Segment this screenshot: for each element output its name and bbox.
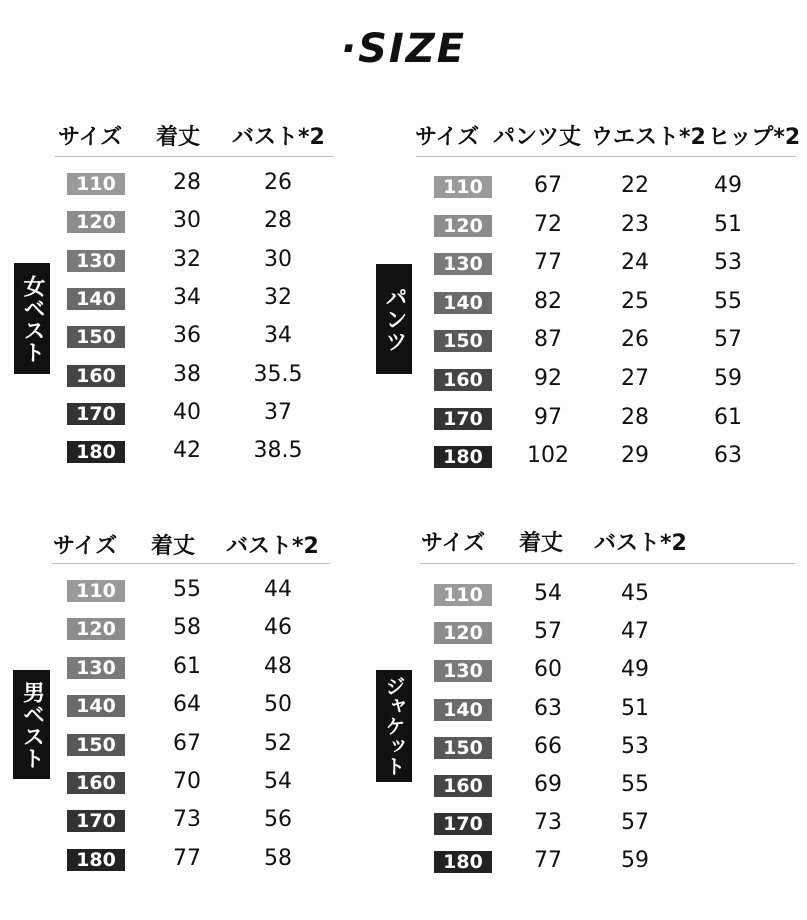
size-badge-170: 170 (67, 810, 125, 832)
value-cell: 67 (173, 730, 201, 756)
size-badge-140: 140 (434, 699, 492, 721)
value-cell: 55 (714, 288, 742, 314)
header-bust: バスト*2 (594, 531, 687, 556)
value-cell: 87 (534, 327, 562, 353)
value-cell: 38.5 (253, 438, 303, 464)
value-cell: 38 (173, 361, 201, 387)
value-cell: 102 (527, 443, 569, 469)
value-cell: 63 (534, 695, 562, 721)
header-length: 着丈 (156, 125, 201, 150)
value-cell: 56 (264, 807, 292, 833)
value-cell: 77 (534, 250, 562, 276)
header-size: サイズ (58, 125, 123, 150)
value-cell: 27 (621, 366, 649, 391)
value-cell: 34 (173, 284, 201, 310)
value-cell: 51 (621, 695, 649, 721)
size-badge-170: 170 (434, 408, 492, 430)
size-badge-120: 120 (67, 618, 125, 640)
value-cell: 42 (173, 438, 201, 464)
value-cell: 25 (621, 288, 649, 314)
header-hip: ヒップ*2 (708, 125, 801, 150)
size-badge-160: 160 (434, 369, 492, 391)
size-badge-150: 150 (67, 734, 125, 756)
size-badge-150: 150 (434, 737, 492, 759)
value-cell: 40 (173, 399, 201, 425)
header-waist: ウエスト*2 (591, 125, 706, 150)
value-cell: 34 (264, 323, 292, 349)
value-cell: 28 (173, 170, 201, 195)
value-cell: 53 (714, 250, 742, 276)
value-cell: 51 (714, 211, 742, 237)
value-cell: 54 (534, 581, 562, 606)
size-badge-180: 180 (67, 849, 125, 871)
value-cell: 64 (173, 692, 201, 718)
size-badge-110: 110 (434, 584, 492, 606)
header-divider (52, 563, 330, 564)
value-cell: 50 (264, 692, 292, 718)
size-badge-110: 110 (434, 176, 492, 198)
value-cell: 63 (714, 443, 742, 469)
value-cell: 45 (621, 581, 649, 606)
header-divider (420, 563, 795, 564)
size-badge-130: 130 (67, 657, 125, 679)
value-cell: 52 (264, 730, 292, 756)
value-cell: 72 (534, 211, 562, 237)
value-cell: 28 (621, 404, 649, 430)
value-cell: 61 (714, 404, 742, 430)
value-cell: 70 (173, 769, 201, 794)
size-badge-170: 170 (67, 403, 125, 425)
size-badge-170: 170 (434, 813, 492, 835)
value-cell: 57 (534, 619, 562, 645)
header-divider (416, 156, 796, 157)
value-cell: 35.5 (253, 361, 303, 387)
value-cell: 73 (534, 810, 562, 836)
header-size: サイズ (53, 534, 118, 559)
value-cell: 58 (173, 615, 201, 641)
header-bust: バスト*2 (226, 534, 319, 559)
size-badge-160: 160 (67, 365, 125, 387)
header-length: 着丈 (151, 534, 196, 559)
header-divider (55, 156, 333, 157)
value-cell: 60 (534, 657, 562, 683)
value-cell: 24 (621, 250, 649, 276)
value-cell: 44 (264, 577, 292, 602)
value-cell: 48 (264, 653, 292, 679)
value-cell: 46 (264, 615, 292, 641)
size-badge-130: 130 (67, 250, 125, 272)
side-label-men-vest: 男ベスト (13, 670, 50, 779)
value-cell: 92 (534, 366, 562, 391)
value-cell: 29 (621, 443, 649, 469)
size-badge-180: 180 (67, 441, 125, 463)
value-cell: 49 (621, 657, 649, 683)
size-badge-110: 110 (67, 580, 125, 602)
side-label-jacket: ジャケット (376, 670, 412, 782)
value-cell: 23 (621, 211, 649, 237)
page-title: ·SIZE (340, 26, 467, 72)
size-badge-180: 180 (434, 851, 492, 873)
side-label-pants: パンツ (376, 264, 412, 374)
value-cell: 53 (621, 733, 649, 759)
size-badge-140: 140 (67, 695, 125, 717)
size-badge-140: 140 (434, 292, 492, 314)
size-badge-160: 160 (434, 775, 492, 797)
value-cell: 82 (534, 288, 562, 314)
value-cell: 67 (534, 173, 562, 198)
header-length: 着丈 (519, 531, 564, 556)
size-badge-140: 140 (67, 288, 125, 310)
size-badge-180: 180 (434, 446, 492, 468)
value-cell: 28 (264, 208, 292, 234)
value-cell: 55 (621, 772, 649, 797)
header-size: サイズ (421, 531, 486, 556)
size-badge-120: 120 (434, 622, 492, 644)
header-pants-length: パンツ丈 (493, 125, 582, 150)
size-badge-130: 130 (434, 660, 492, 682)
value-cell: 77 (173, 845, 201, 871)
header-size: サイズ (415, 125, 480, 150)
value-cell: 22 (621, 173, 649, 198)
value-cell: 97 (534, 404, 562, 430)
size-badge-150: 150 (67, 326, 125, 348)
value-cell: 57 (621, 810, 649, 836)
value-cell: 61 (173, 653, 201, 679)
size-badge-150: 150 (434, 330, 492, 352)
header-bust: バスト*2 (232, 125, 325, 150)
value-cell: 32 (264, 284, 292, 310)
value-cell: 57 (714, 327, 742, 353)
size-badge-160: 160 (67, 772, 125, 794)
value-cell: 30 (264, 246, 292, 272)
side-label-women-vest: 女ベスト (14, 263, 50, 374)
value-cell: 59 (621, 848, 649, 874)
size-badge-120: 120 (67, 211, 125, 233)
value-cell: 49 (714, 173, 742, 198)
value-cell: 37 (264, 399, 292, 425)
size-badge-130: 130 (434, 253, 492, 275)
value-cell: 73 (173, 807, 201, 833)
value-cell: 69 (534, 772, 562, 797)
value-cell: 59 (714, 366, 742, 391)
size-badge-110: 110 (67, 173, 125, 195)
size-badge-120: 120 (434, 215, 492, 237)
value-cell: 26 (621, 327, 649, 353)
value-cell: 77 (534, 848, 562, 874)
value-cell: 32 (173, 246, 201, 272)
value-cell: 26 (264, 170, 292, 195)
value-cell: 30 (173, 208, 201, 234)
value-cell: 66 (534, 733, 562, 759)
value-cell: 47 (621, 619, 649, 645)
value-cell: 36 (173, 323, 201, 349)
value-cell: 58 (264, 845, 292, 871)
value-cell: 54 (264, 769, 292, 794)
value-cell: 55 (173, 577, 201, 602)
